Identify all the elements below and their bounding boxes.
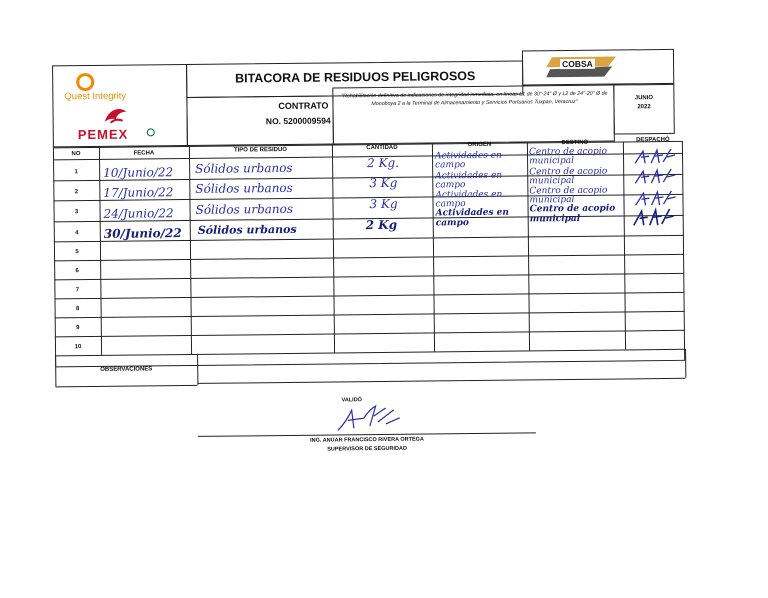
col-header-despacho: DESPACHÓ [636,136,670,144]
origen-cell: Actividades en campo [434,150,502,171]
row-number: 3 [74,209,79,216]
destino-cell: Centro de acopio municipal [529,166,608,187]
pemex-logo-text: PEMEX [77,126,129,143]
col-header-cantidad: CANTIDAD [366,144,398,152]
valido-label: VALIDÓ [341,397,362,404]
page-title: BITACORA DE RESIDUOS PELIGROSOS [234,68,476,86]
destino-cell: Centro de acopio municipal [528,146,608,167]
tipo-cell: Sólidos urbanos [195,201,294,217]
origen-cell: Actividades en campo [435,170,503,191]
observaciones-label: OBSERVACIONES [100,366,153,373]
signer-role: SUPERVISOR DE SEGURIDAD [327,445,407,453]
col-header-destino: DESTINO [561,139,589,147]
row-number: 7 [75,287,80,294]
cantidad-cell: 2 Kg [365,217,398,233]
fecha-cell: 10/Junio/22 [103,165,174,180]
tipo-cell: Sólidos urbanos [195,180,293,196]
row-number: 9 [76,325,80,332]
quest-logo-text: Quest Integrity [64,90,127,103]
year-label: 2022 [637,104,651,111]
signature-despacho-icon [631,165,677,187]
fecha-cell: 17/Junio/22 [103,185,174,200]
cantidad-cell: 2 Kg. [367,155,400,171]
signer-name: ING. ANUAR FRANCISCO RIVERA ORTEGA [310,436,424,444]
col-header-no: NO [71,151,81,158]
pemex-mark-icon [147,128,155,136]
month-label: JUNIO [634,95,654,102]
contrato-label: CONTRATO [278,100,329,112]
row-number: 5 [75,249,79,256]
row-number: 6 [75,268,79,275]
cantidad-cell: 3 Kg [369,175,398,191]
signature-despacho-icon [630,205,676,229]
col-header-tipo: TIPO DE RESIDUO [233,146,287,154]
col-header-fecha: FECHA [133,150,155,157]
cobsa-logo-text: COBSA [562,58,593,70]
row-number: 2 [74,189,79,196]
pemex-eagle-icon [102,106,128,126]
tipo-cell: Sólidos urbanos [197,222,297,237]
quest-q-icon [76,73,94,91]
row-number: 10 [74,344,82,351]
cantidad-cell: 3 Kg [369,196,398,212]
destino-cell: Centro de acopio municipal [529,203,616,225]
row-number: 1 [74,169,78,176]
destino-cell: Centro de acopio municipal [529,185,608,206]
contrato-number: NO. 5200009594 [265,115,331,127]
tipo-cell: Sólidos urbanos [195,160,293,176]
project-description: "Rehabilitación definitiva de indicaciones de integridad inmediata, en líneas L1 de 30"-24" Ø y L2 de 24"-20" Ø de Monoboya 2 a la Terminal de Almacenamiento y Servicios Portuarios Tuxpan, Veracruz" [341,90,608,108]
origen-cell: Actividades en campo [435,207,509,229]
supervisor-signature-icon [334,402,404,435]
origen-cell: Actividades en campo [435,189,503,210]
row-number: 8 [75,306,80,313]
fecha-cell: 30/Junio/22 [103,226,182,241]
col-header-origen: ORIGEN [467,141,492,149]
row-number: 4 [75,230,79,237]
fecha-cell: 24/Junio/22 [103,206,174,221]
